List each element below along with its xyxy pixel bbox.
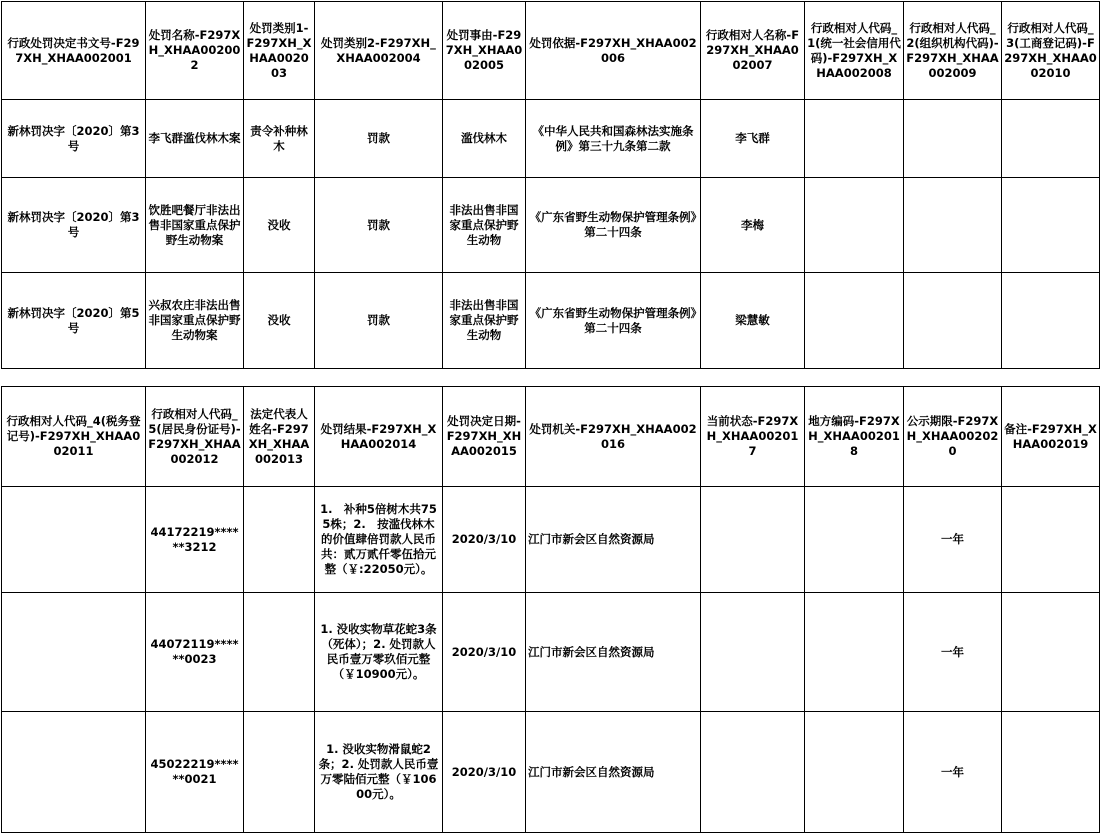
header-cell: 处罚事由-F297XH_XHAA002005	[443, 2, 526, 100]
table-row	[2, 273, 1100, 369]
table-cell: 一年	[904, 712, 1002, 833]
table-cell	[904, 273, 1002, 369]
header-cell: 行政处罚决定书文号-F297XH_XHAA002001	[2, 2, 146, 100]
table-cell: 新林罚决字〔2020〕第5号	[2, 273, 146, 369]
table-row	[2, 712, 1100, 833]
table-cell	[1002, 593, 1100, 712]
table-cell: 江门市新会区自然资源局	[526, 712, 701, 833]
header-row	[2, 387, 1100, 487]
table-cell: 李梅	[701, 178, 805, 273]
table-cell	[805, 273, 904, 369]
table-cell	[244, 487, 315, 593]
table-cell	[805, 487, 904, 593]
header-cell: 行政相对人代码_3(工商登记码)-F297XH_XHAA002010	[1002, 2, 1100, 100]
header-cell: 处罚依据-F297XH_XHAA002006	[526, 2, 701, 100]
header-cell: 公示期限-F297XH_XHAA002020	[904, 387, 1002, 487]
table-cell	[2, 487, 146, 593]
table-cell	[1002, 273, 1100, 369]
table-cell: 2020/3/10	[443, 593, 526, 712]
table-cell: 《广东省野生动物保护管理条例》第二十四条	[526, 273, 701, 369]
table-cell	[805, 712, 904, 833]
table-cell	[2, 593, 146, 712]
table-cell	[244, 593, 315, 712]
header-cell: 行政相对人代码_5(居民身份证号)-F297XH_XHAA002012	[146, 387, 244, 487]
table-cell	[904, 100, 1002, 178]
header-cell: 处罚类别2-F297XH_XHAA002004	[315, 2, 443, 100]
table-cell: 《中华人民共和国森林法实施条例》第三十九条第二款	[526, 100, 701, 178]
table-cell: 罚款	[315, 100, 443, 178]
table-cell: 梁慧敏	[701, 273, 805, 369]
header-cell: 行政相对人代码_4(税务登记号)-F297XH_XHAA002011	[2, 387, 146, 487]
table-cell: 《广东省野生动物保护管理条例》第二十四条	[526, 178, 701, 273]
table-cell: 1. 没收实物草花蛇3条（死体）；2. 处罚款人民币壹万零玖佰元整（￥10900元）。	[315, 593, 443, 712]
table-cell	[1002, 487, 1100, 593]
table-cell: 罚款	[315, 178, 443, 273]
penalty-table-part-2	[1, 386, 1100, 833]
table-cell	[244, 712, 315, 833]
table-cell: 没收	[244, 178, 315, 273]
table-cell	[701, 487, 805, 593]
table-cell	[805, 178, 904, 273]
table-cell: 没收	[244, 273, 315, 369]
header-cell: 法定代表人姓名-F297XH_XHAA002013	[244, 387, 315, 487]
table-row	[2, 100, 1100, 178]
table-cell: 江门市新会区自然资源局	[526, 593, 701, 712]
table-cell: 非法出售非国家重点保护野生动物	[443, 273, 526, 369]
table-cell: 新林罚决字〔2020〕第3号	[2, 178, 146, 273]
table-cell: 44172219******3212	[146, 487, 244, 593]
table-cell: 44072119******0023	[146, 593, 244, 712]
table-cell: 饮胜吧餐厅非法出售非国家重点保护野生动物案	[146, 178, 244, 273]
header-cell: 行政相对人代码_1(统一社会信用代码)-F297XH_XHAA002008	[805, 2, 904, 100]
table-cell: 新林罚决字〔2020〕第3号	[2, 100, 146, 178]
table-cell: 一年	[904, 593, 1002, 712]
table-cell: 45022219******0021	[146, 712, 244, 833]
table-cell	[701, 593, 805, 712]
table-cell: 1. 补种5倍树木共755株；2. 按滥伐林木的价值肆倍罚款人民币共：贰万贰仟零伍拾元整（￥:22050元）。	[315, 487, 443, 593]
table-cell	[904, 178, 1002, 273]
table-cell	[1002, 712, 1100, 833]
header-cell: 当前状态-F297XH_XHAA002017	[701, 387, 805, 487]
table-cell	[1002, 178, 1100, 273]
table-row	[2, 178, 1100, 273]
header-cell: 备注-F297XH_XHAA002019	[1002, 387, 1100, 487]
table-cell: 兴叔农庄非法出售非国家重点保护野生动物案	[146, 273, 244, 369]
table-cell: 滥伐林木	[443, 100, 526, 178]
table-cell: 一年	[904, 487, 1002, 593]
table-row	[2, 487, 1100, 593]
header-cell: 行政相对人代码_2(组织机构代码)-F297XH_XHAA002009	[904, 2, 1002, 100]
header-cell: 处罚决定日期-F297XH_XHAA002015	[443, 387, 526, 487]
header-cell: 处罚结果-F297XH_XHAA002014	[315, 387, 443, 487]
header-cell: 处罚机关-F297XH_XHAA002016	[526, 387, 701, 487]
header-cell: 处罚类别1-F297XH_XHAA002003	[244, 2, 315, 100]
table-cell: 1. 没收实物滑鼠蛇2条；2. 处罚款人民币壹万零陆佰元整（￥10600元）。	[315, 712, 443, 833]
header-cell: 行政相对人名称-F297XH_XHAA002007	[701, 2, 805, 100]
header-row	[2, 2, 1100, 100]
table-cell	[805, 593, 904, 712]
header-cell: 处罚名称-F297XH_XHAA002002	[146, 2, 244, 100]
table-cell	[1002, 100, 1100, 178]
table-cell	[2, 712, 146, 833]
table-cell: 2020/3/10	[443, 487, 526, 593]
table-cell: 李飞群	[701, 100, 805, 178]
header-cell: 地方编码-F297XH_XHAA002018	[805, 387, 904, 487]
table-cell	[701, 712, 805, 833]
table-cell: 非法出售非国家重点保护野生动物	[443, 178, 526, 273]
table-cell: 2020/3/10	[443, 712, 526, 833]
table-cell: 罚款	[315, 273, 443, 369]
table-row	[2, 593, 1100, 712]
table-cell: 江门市新会区自然资源局	[526, 487, 701, 593]
table-cell: 李飞群滥伐林木案	[146, 100, 244, 178]
table-cell: 责令补种林木	[244, 100, 315, 178]
penalty-table-part-1	[1, 1, 1100, 369]
table-cell	[805, 100, 904, 178]
